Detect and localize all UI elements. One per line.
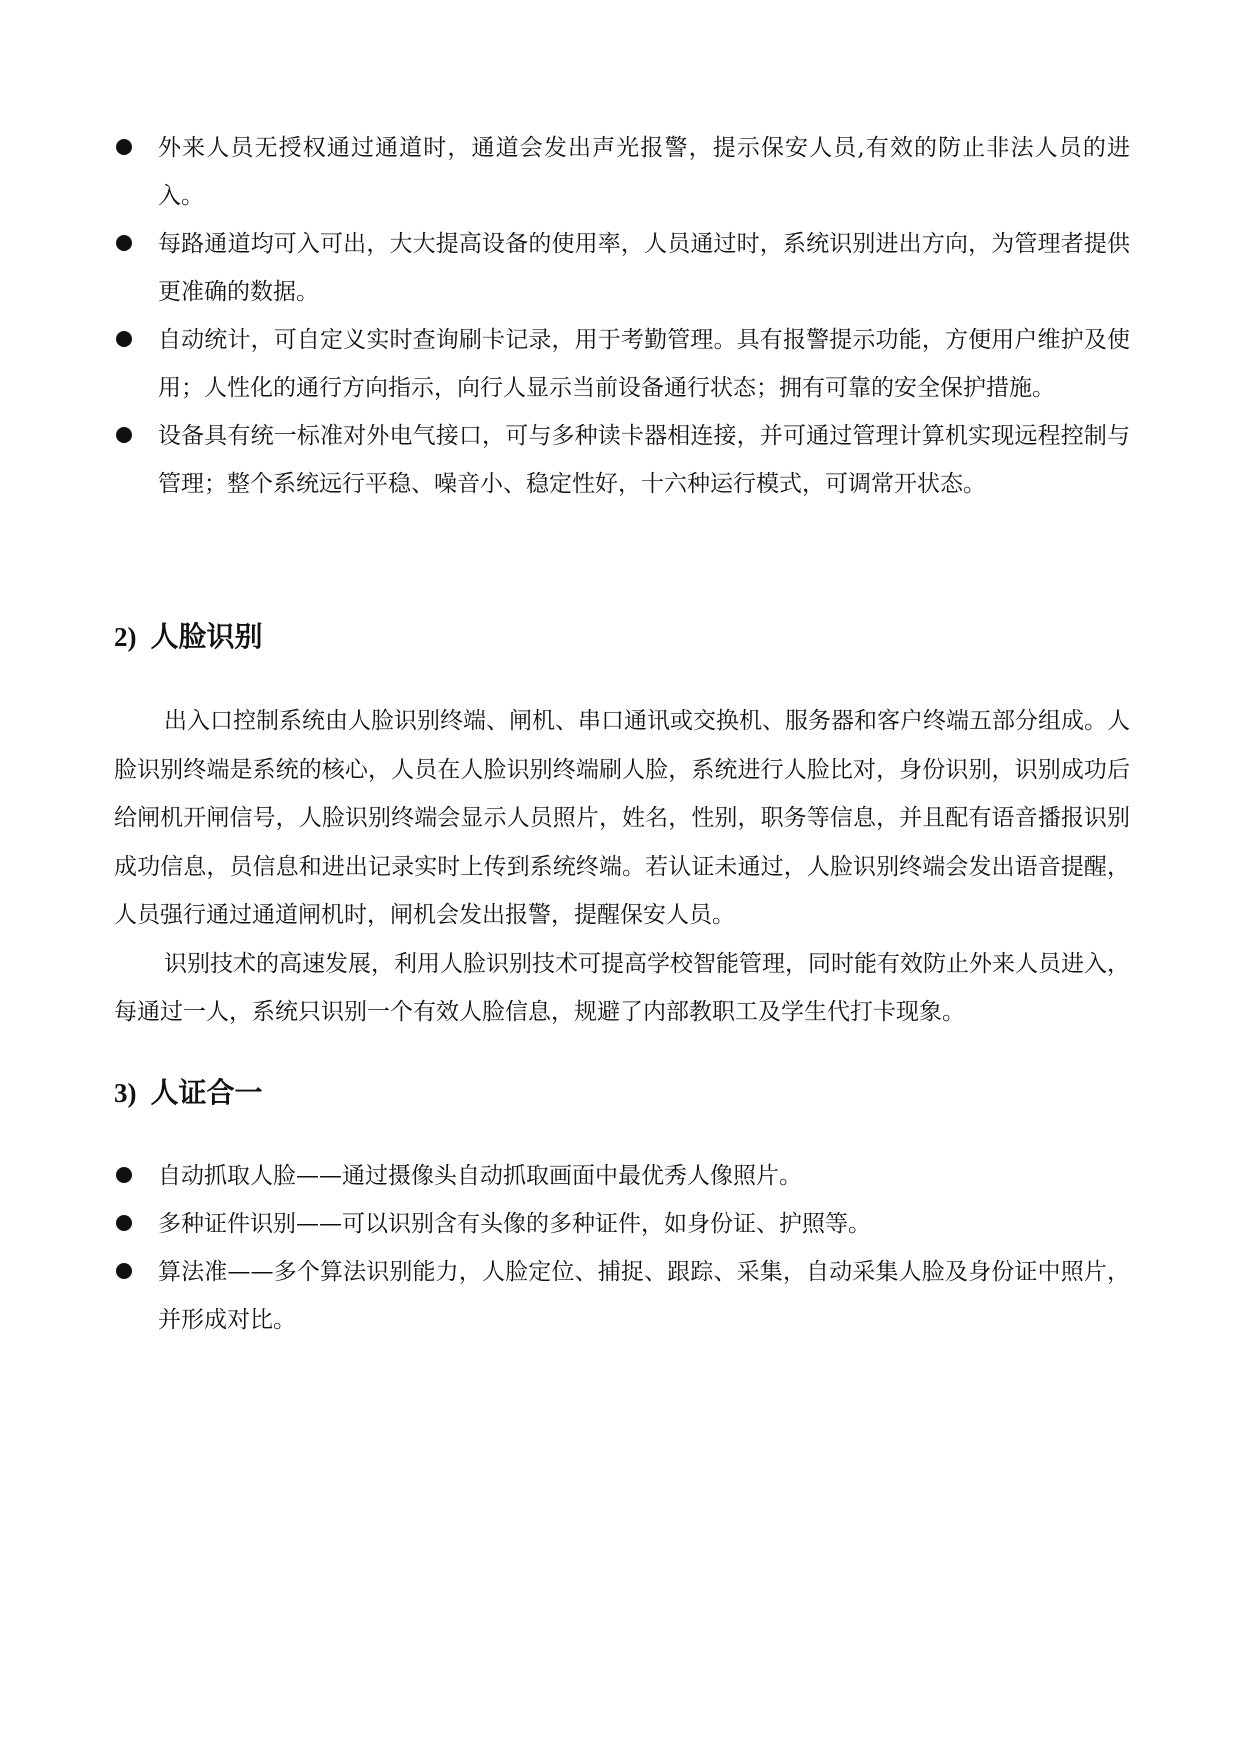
feature-bullet-list	[114, 124, 1130, 508]
list-item	[114, 220, 1130, 316]
list-item	[114, 1152, 1130, 1200]
section-heading-face-recognition	[114, 617, 263, 657]
bullet-dot-icon	[116, 331, 132, 347]
list-item	[114, 412, 1130, 508]
bullet-dot-icon	[116, 1215, 132, 1231]
section-title: 人脸识别	[150, 620, 263, 653]
bullet-text: 自动抓取人脸——通过摄像头自动抓取画面中最优秀人像照片。	[158, 1163, 802, 1189]
list-item	[114, 1200, 1130, 1248]
section-title: 人证合一	[150, 1076, 263, 1109]
bullet-dot-icon	[116, 1263, 132, 1279]
body-paragraph: 出入口控制系统由人脸识别终端、闸机、串口通讯或交换机、服务器和客户终端五部分组成。人脸识别终端是系统的核心，人员在人脸识别终端刷人脸，系统进行人脸比对，身份识别，识别成功后给闸机开闸信号，人脸识别终端会显示人员照片，姓名，性别，职务等信息，并且配有语音播报识别成功信息，员信息和进出记录实时上传到系统终端。若认证未通过，人脸识别终端会发出语音提醒，人员强行通过通道闸机时，闸机会发出报警，提醒保安人员。	[114, 708, 1130, 928]
id-verification-bullet-list	[114, 1152, 1130, 1344]
bullet-text: 外来人员无授权通过通道时，通道会发出声光报警，提示保安人员,有效的防止非法人员的进入。	[158, 135, 1130, 209]
bullet-text: 每路通道均可入可出，大大提高设备的使用率，人员通过时，系统识别进出方向，为管理者提供更准确的数据。	[158, 231, 1130, 305]
bullet-dot-icon	[116, 1167, 132, 1183]
list-item	[114, 316, 1130, 412]
body-paragraph: 识别技术的高速发展，利用人脸识别技术可提高学校智能管理，同时能有效防止外来人员进入，每通过一人，系统只识别一个有效人脸信息，规避了内部教职工及学生代打卡现象。	[114, 950, 1130, 1025]
list-item	[114, 124, 1130, 220]
list-item	[114, 1248, 1130, 1344]
section-number: 2)	[114, 622, 137, 652]
section-heading-id-verification	[114, 1073, 263, 1113]
bullet-dot-icon	[116, 139, 132, 155]
bullet-text: 多种证件识别——可以识别含有头像的多种证件，如身份证、护照等。	[158, 1211, 871, 1237]
bullet-dot-icon	[116, 235, 132, 251]
bullet-text: 算法准——多个算法识别能力，人脸定位、捕捉、跟踪、采集，自动采集人脸及身份证中照片，并形成对比。	[158, 1259, 1130, 1333]
bullet-dot-icon	[116, 427, 132, 443]
face-recognition-body	[114, 697, 1130, 1037]
bullet-text: 自动统计，可自定义实时查询刷卡记录，用于考勤管理。具有报警提示功能，方便用户维护及使用；人性化的通行方向指示，向行人显示当前设备通行状态；拥有可靠的安全保护措施。	[158, 327, 1130, 401]
section-number: 3)	[114, 1078, 137, 1108]
bullet-text: 设备具有统一标准对外电气接口，可与多种读卡器相连接，并可通过管理计算机实现远程控制与管理；整个系统远行平稳、噪音小、稳定性好，十六种运行模式，可调常开状态。	[158, 423, 1130, 497]
